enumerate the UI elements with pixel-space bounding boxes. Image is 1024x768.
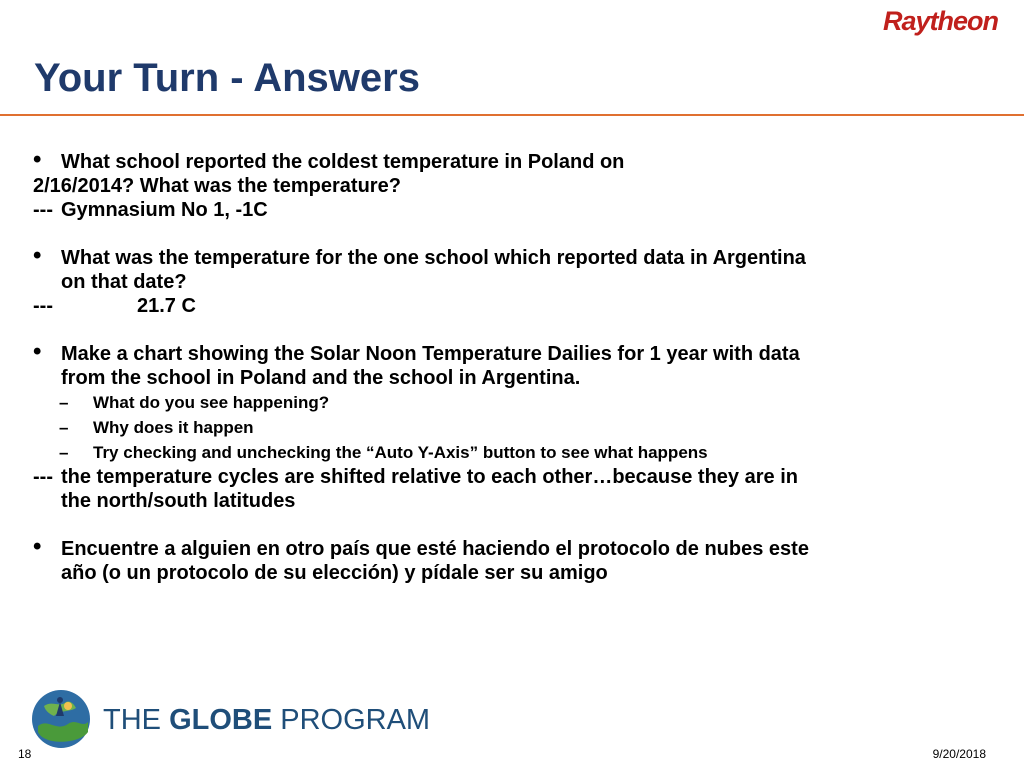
answer-marker: --- [33, 199, 53, 221]
sub-item [33, 440, 993, 465]
question-text: What was the temperature for the one school which reported data in Argentina [61, 247, 806, 269]
answer-row [33, 465, 993, 489]
question-text: Encuentre a alguien en otro país que esté haciendo el protocolo de nubes este [61, 538, 809, 560]
bullet-icon: • [33, 533, 42, 560]
sub-item [33, 390, 993, 415]
answer-row [33, 198, 993, 222]
slide-date: 9/20/2018 [932, 747, 986, 761]
question-continuation: año (o un protocolo de su elección) y pídale ser su amigo [61, 562, 608, 584]
answer-text: the temperature cycles are shifted relative to each other…because they are in [61, 466, 798, 488]
page-number: 18 [18, 747, 32, 761]
sub-marker: – [59, 393, 69, 412]
answer-text: 21.7 C [137, 295, 196, 317]
answer-text: Gymnasium No 1, -1C [61, 199, 268, 221]
raytheon-logo: Raytheon [882, 6, 998, 36]
sub-item-text: What do you see happening? [93, 393, 330, 412]
slide-content [33, 146, 993, 585]
sub-marker: – [59, 443, 69, 462]
bullet-icon: • [33, 146, 42, 173]
question-continuation: 2/16/2014? What was the temperature? [33, 175, 401, 197]
bullet-item [33, 242, 993, 270]
question-continuation: from the school in Poland and the school in Argentina. [61, 367, 581, 389]
question-text: Make a chart showing the Solar Noon Temperature Dailies for 1 year with data [61, 343, 800, 365]
title-divider [0, 114, 1024, 116]
answer-marker: --- [33, 466, 53, 488]
globe-logo-icon [30, 688, 92, 750]
question-text: What school reported the coldest temperature in Poland on [61, 151, 625, 173]
bullet-icon: • [33, 338, 42, 365]
bullet-icon: • [33, 242, 42, 269]
answer-row [33, 294, 993, 318]
answer-marker: --- [33, 295, 53, 317]
globe-program-wordmark: THE GLOBE PROGRAM [103, 704, 431, 736]
sub-item-text: Why does it happen [93, 418, 254, 437]
answer-continuation: the north/south latitudes [61, 490, 296, 512]
bullet-item [33, 338, 993, 366]
bullet-item [33, 146, 993, 174]
question-continuation: on that date? [61, 271, 187, 293]
slide-title: Your Turn - Answers [34, 56, 420, 100]
sub-item [33, 415, 993, 440]
sub-marker: – [59, 418, 69, 437]
sub-item-text: Try checking and unchecking the “Auto Y-Axis” button to see what happens [93, 443, 708, 462]
bullet-item [33, 533, 993, 561]
